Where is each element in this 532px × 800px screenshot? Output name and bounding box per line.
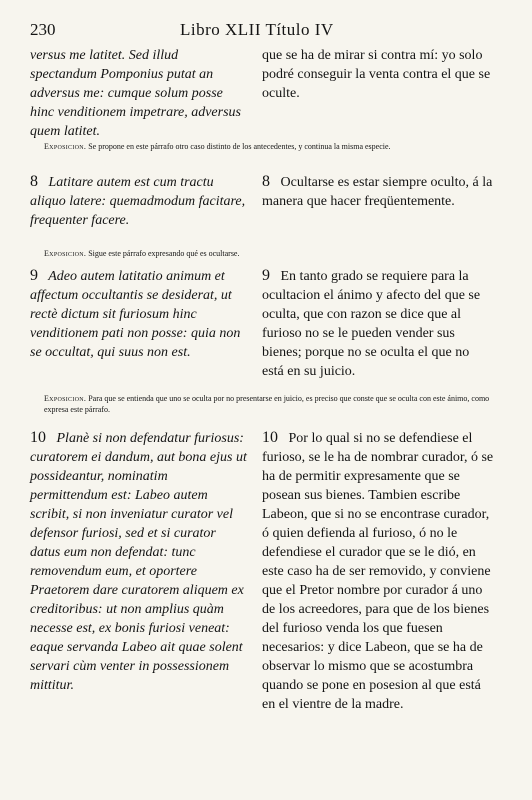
exposition-label: Exposicion. [44, 249, 87, 258]
exposition-note [44, 393, 494, 415]
exposition-label: Exposicion. [44, 394, 87, 403]
page-title: Libro XLII Título IV [180, 20, 334, 39]
latin-paragraph-9 [30, 266, 248, 362]
exposition-text: Se propone en este párrafo otro caso distinto de los antecedentes, y continua la misma especie. [88, 142, 391, 151]
exposition-note [44, 141, 494, 152]
spanish-text: que se ha de mirar si contra mí: yo solo podré conseguir la venta contra el que se oculte. [262, 48, 491, 101]
paragraph-number: 9 [30, 267, 38, 284]
spanish-text: Por lo qual si no se defendiese el furioso, se le ha de nombrar curador, ó se ha de permitir expresamente que se posean sus bienes. Tambien escribe Labeon, que si no se encontrase curador, ó quien defienda al furioso, ó no le defendiese el curador que se le dió, en este caso ha de ser removido, y conviene que el Pretor nombre por curador á uno de los acreedores, para que de los bienes del furioso venda los que fuesen necesarios: y dice Labeon, que se ha de observar lo mismo que se acostumbra quando se pone en posesion al que está en el vientre de la madre. [262, 431, 494, 712]
latin-paragraph-8 [30, 172, 248, 230]
spanish-paragraph-continuation [262, 46, 494, 103]
paragraph-number: 8 [262, 173, 270, 190]
page-number: 230 [30, 20, 56, 39]
exposition-text: Para que se entienda que uno se oculta por no presentarse en juicio, es preciso que conste que se oculta con este ánimo, como expresa este párrafo. [44, 394, 490, 414]
exposition-text: Sigue este párrafo expresando qué es ocultarse. [88, 249, 240, 258]
running-header [30, 20, 500, 44]
spanish-paragraph-10 [262, 428, 494, 714]
latin-text: versus me latitet. Sed illud spectandum Pomponius putat an adversus me: cumque solum posse hinc venditionem impetrare, adversus quem latitet. [30, 48, 241, 139]
spanish-text: Ocultarse es estar siempre oculto, á la manera que hacer freqüentemente. [262, 175, 493, 209]
latin-text: Planè si non defendatur furiosus: curatorem ei dandum, aut bona ejus ut possideantur, nominatim permittendum est: Labeo autem scribit, si non inveniatur curator vel defensor furiosi, sed et si curator datus eum non defendat: tunc removendum eum, et oportere Praetorem dare curatorem aliquem ex creditoribus: ut non amplius quàm necesse est, ex bonis furiosi veneat: eaque servanda Labeo ait quae solent servari cùm venter in possessionem mittitur. [30, 431, 247, 693]
latin-text: Adeo autem latitatio animum et affectum occultantis se desiderat, ut rectè dictum sit furiosum hinc venditionem pati non posse: quia non se occultat, qui suus non est. [30, 269, 241, 360]
spanish-paragraph-8 [262, 172, 494, 211]
paragraph-number: 10 [30, 429, 46, 446]
spanish-paragraph-9 [262, 266, 494, 381]
spanish-text: En tanto grado se requiere para la ocultacion el ánimo y afecto del que se oculta, que con razon se dice que al furioso no se le pueden vender sus bienes; porque no se oculta el que no está en su juicio. [262, 269, 481, 379]
paragraph-number: 10 [262, 429, 278, 446]
exposition-note [44, 248, 494, 259]
paragraph-number: 9 [262, 267, 270, 284]
latin-text: Latitare autem est cum tractu aliquo latere: quemadmodum facitare, frequenter facere. [30, 175, 246, 228]
latin-paragraph-continuation [30, 46, 248, 141]
paragraph-number: 8 [30, 173, 38, 190]
exposition-label: Exposicion. [44, 142, 87, 151]
latin-paragraph-10 [30, 428, 248, 695]
